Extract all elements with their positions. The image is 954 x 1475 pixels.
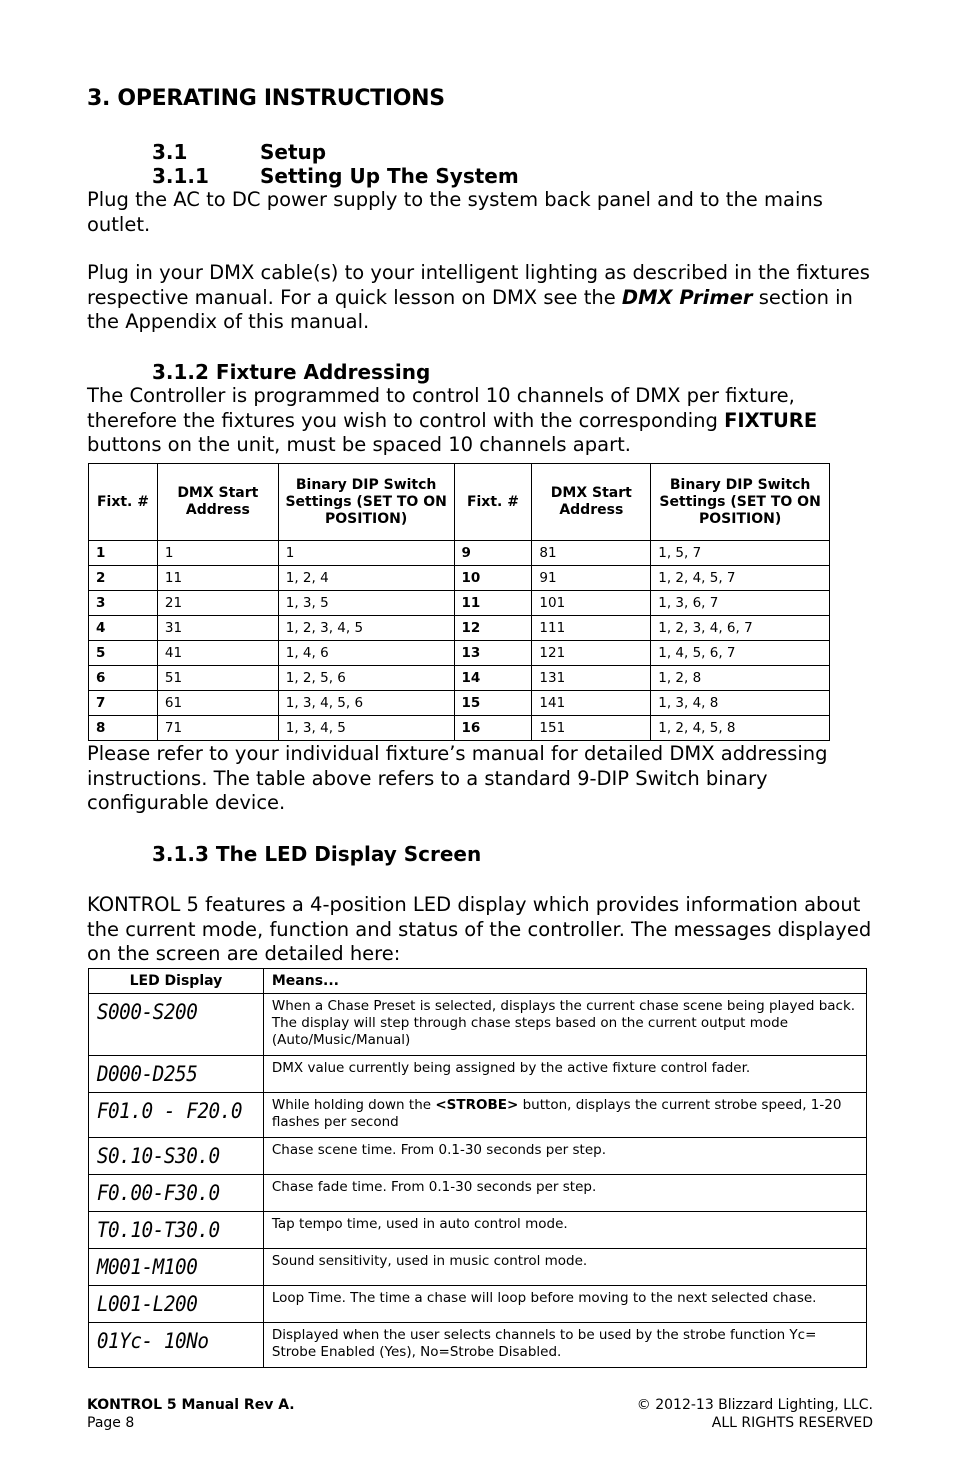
table-row <box>89 666 830 691</box>
header-fixture-number: Fixt. # <box>454 464 532 541</box>
table-row <box>89 1138 867 1175</box>
dmx-address-cell: 21 <box>157 591 278 616</box>
fixture-number-cell: 4 <box>89 616 158 641</box>
dip-settings-cell: 1, 2, 3, 4, 6, 7 <box>651 616 830 641</box>
dip-settings-cell: 1, 2, 4, 5, 7 <box>651 566 830 591</box>
rights-reserved: ALL RIGHTS RESERVED <box>711 1415 873 1431</box>
dip-switch-table <box>88 463 830 741</box>
fixture-number-cell: 14 <box>454 666 532 691</box>
led-meaning-cell: Tap tempo time, used in auto control mode. <box>263 1212 866 1249</box>
dmx-address-cell: 51 <box>157 666 278 691</box>
fixture-number-cell: 12 <box>454 616 532 641</box>
dmx-address-cell: 1 <box>157 541 278 566</box>
led-meaning-cell: Displayed when the user selects channels to be used by the strobe function Yc= Strobe Enabled (Yes), No=Strobe Disabled. <box>263 1323 866 1368</box>
dip-settings-cell: 1 <box>278 541 454 566</box>
paragraph-refer: Please refer to your individual fixture’s manual for detailed DMX addressing instructions. The table above refers to a standard 9-DIP Switch binary configurable device. <box>87 742 828 814</box>
table-row <box>89 1056 867 1093</box>
fixture-number-cell: 15 <box>454 691 532 716</box>
dmx-address-cell: 71 <box>157 716 278 741</box>
table-row <box>89 1175 867 1212</box>
dmx-address-cell: 111 <box>532 616 651 641</box>
footer-right <box>637 1396 873 1432</box>
table-row <box>89 1249 867 1286</box>
paragraph-led: KONTROL 5 features a 4-position LED display which provides information about the current mode, function and status of the controller. The messages displayed on the screen are detailed here: <box>87 893 872 965</box>
fixture-number-cell: 9 <box>454 541 532 566</box>
led-code-cell: L001-L200 <box>89 1286 250 1323</box>
copyright: © 2012-13 Blizzard Lighting, LLC. <box>636 1397 873 1413</box>
dip-settings-cell: 1, 3, 4, 8 <box>651 691 830 716</box>
fixture-number-cell: 16 <box>454 716 532 741</box>
header-means: Means... <box>263 969 866 994</box>
strobe-button-label: <STROBE> <box>435 1097 519 1113</box>
dip-settings-cell: 1, 3, 4, 5 <box>278 716 454 741</box>
subsection-number: 3.1.1 <box>152 164 209 188</box>
header-dip-settings: Binary DIP Switch Settings (SET TO ON POSITION) <box>278 464 454 541</box>
led-meaning-cell: Sound sensitivity, used in music control mode. <box>263 1249 866 1286</box>
table-row <box>89 1286 867 1323</box>
dmx-address-cell: 121 <box>532 641 651 666</box>
fixture-number-cell: 6 <box>89 666 158 691</box>
header-dmx-start: DMX Start Address <box>157 464 278 541</box>
fixture-number-cell: 11 <box>454 591 532 616</box>
table-row <box>89 994 867 1056</box>
led-display-title: 3.1.3 The LED Display Screen <box>152 842 482 866</box>
subsection-number: 3.1 <box>152 140 188 164</box>
subsection-title: Setup <box>260 140 327 164</box>
subsection-setting-up-system <box>152 164 519 188</box>
dip-settings-cell: 1, 5, 7 <box>651 541 830 566</box>
table-row <box>89 1093 867 1138</box>
paragraph-dmx-cable: Plug in your DMX cable(s) to your intelligent lighting as described in the fixtures respective manual. For a quick lesson on DMX see the DMX Primer section in the Appendix of this manual. <box>87 261 870 333</box>
dmx-address-cell: 31 <box>157 616 278 641</box>
dmx-address-cell: 151 <box>532 716 651 741</box>
subsection-setup <box>152 140 326 164</box>
dip-settings-cell: 1, 3, 6, 7 <box>651 591 830 616</box>
table-row <box>89 641 830 666</box>
table-row <box>89 1323 867 1368</box>
dip-settings-cell: 1, 3, 5 <box>278 591 454 616</box>
fixture-number-cell: 3 <box>89 591 158 616</box>
dmx-address-cell: 41 <box>157 641 278 666</box>
fixture-number-cell: 8 <box>89 716 158 741</box>
dip-settings-cell: 1, 3, 4, 5, 6 <box>278 691 454 716</box>
led-display-table <box>88 968 867 1368</box>
paragraph-power: Plug the AC to DC power supply to the system back panel and to the mains outlet. <box>87 188 823 236</box>
fixture-number-cell: 5 <box>89 641 158 666</box>
section-heading: 3. OPERATING INSTRUCTIONS <box>87 86 445 111</box>
led-meaning-cell: Chase scene time. From 0.1-30 seconds per step. <box>263 1138 866 1175</box>
table-header-row <box>89 464 830 541</box>
dip-settings-cell: 1, 4, 5, 6, 7 <box>651 641 830 666</box>
table-row <box>89 566 830 591</box>
table-row <box>89 541 830 566</box>
led-code-cell: M001-M100 <box>89 1249 250 1286</box>
led-code-cell: 01Yc- 10No <box>89 1323 250 1368</box>
fixture-number-cell: 1 <box>89 541 158 566</box>
dip-settings-cell: 1, 4, 6 <box>278 641 454 666</box>
subsection-title: Setting Up The System <box>260 164 519 188</box>
fixture-number-cell: 10 <box>454 566 532 591</box>
led-meaning-cell: Loop Time. The time a chase will loop before moving to the next selected chase. <box>263 1286 866 1323</box>
header-dmx-start: DMX Start Address <box>532 464 651 541</box>
fixture-keyword: FIXTURE <box>724 408 818 432</box>
table-row <box>89 1212 867 1249</box>
table-row <box>89 616 830 641</box>
led-code-cell: F0.00-F30.0 <box>89 1175 250 1212</box>
table-row <box>89 591 830 616</box>
led-meaning-cell: While holding down the <STROBE> button, displays the current strobe speed, 1-20 flashes per second <box>263 1093 866 1138</box>
paragraph-addressing: The Controller is programmed to control 10 channels of DMX per fixture, therefore the fixtures you wish to control with the corresponding FIXTURE buttons on the unit, must be spaced 10 channels apart. <box>87 384 818 456</box>
dmx-address-cell: 131 <box>532 666 651 691</box>
dmx-primer-reference: DMX Primer <box>621 285 753 309</box>
fixture-number-cell: 13 <box>454 641 532 666</box>
dip-settings-cell: 1, 2, 4, 5, 8 <box>651 716 830 741</box>
fixture-addressing-title: 3.1.2 Fixture Addressing <box>152 360 431 384</box>
led-meaning-cell: DMX value currently being assigned by the active fixture control fader. <box>263 1056 866 1093</box>
dmx-address-cell: 101 <box>532 591 651 616</box>
dip-settings-cell: 1, 2, 5, 6 <box>278 666 454 691</box>
dmx-address-cell: 11 <box>157 566 278 591</box>
fixture-number-cell: 7 <box>89 691 158 716</box>
header-dip-settings: Binary DIP Switch Settings (SET TO ON POSITION) <box>651 464 830 541</box>
led-code-cell: T0.10-T30.0 <box>89 1212 250 1249</box>
table-row <box>89 691 830 716</box>
manual-title: KONTROL 5 Manual Rev A. <box>87 1397 295 1413</box>
header-led-display: LED Display <box>89 969 264 994</box>
dip-settings-cell: 1, 2, 4 <box>278 566 454 591</box>
dip-settings-cell: 1, 2, 8 <box>651 666 830 691</box>
table-header-row <box>89 969 867 994</box>
dmx-address-cell: 141 <box>532 691 651 716</box>
page-number: Page 8 <box>87 1415 135 1431</box>
dmx-address-cell: 91 <box>532 566 651 591</box>
led-code-cell: S000-S200 <box>89 994 250 1056</box>
led-meaning-cell: Chase fade time. From 0.1-30 seconds per step. <box>263 1175 866 1212</box>
dmx-address-cell: 81 <box>532 541 651 566</box>
led-code-cell: F01.0 - F20.0 <box>89 1093 250 1138</box>
dmx-address-cell: 61 <box>157 691 278 716</box>
table-row <box>89 716 830 741</box>
led-meaning-cell: When a Chase Preset is selected, displays the current chase scene being played back. The display will step through chase steps based on the current output mode (Auto/Music/Manual) <box>263 994 866 1056</box>
led-code-cell: S0.10-S30.0 <box>89 1138 250 1175</box>
footer-left <box>87 1396 295 1432</box>
dip-settings-cell: 1, 2, 3, 4, 5 <box>278 616 454 641</box>
header-fixture-number: Fixt. # <box>89 464 158 541</box>
led-code-cell: D000-D255 <box>89 1056 250 1093</box>
fixture-number-cell: 2 <box>89 566 158 591</box>
